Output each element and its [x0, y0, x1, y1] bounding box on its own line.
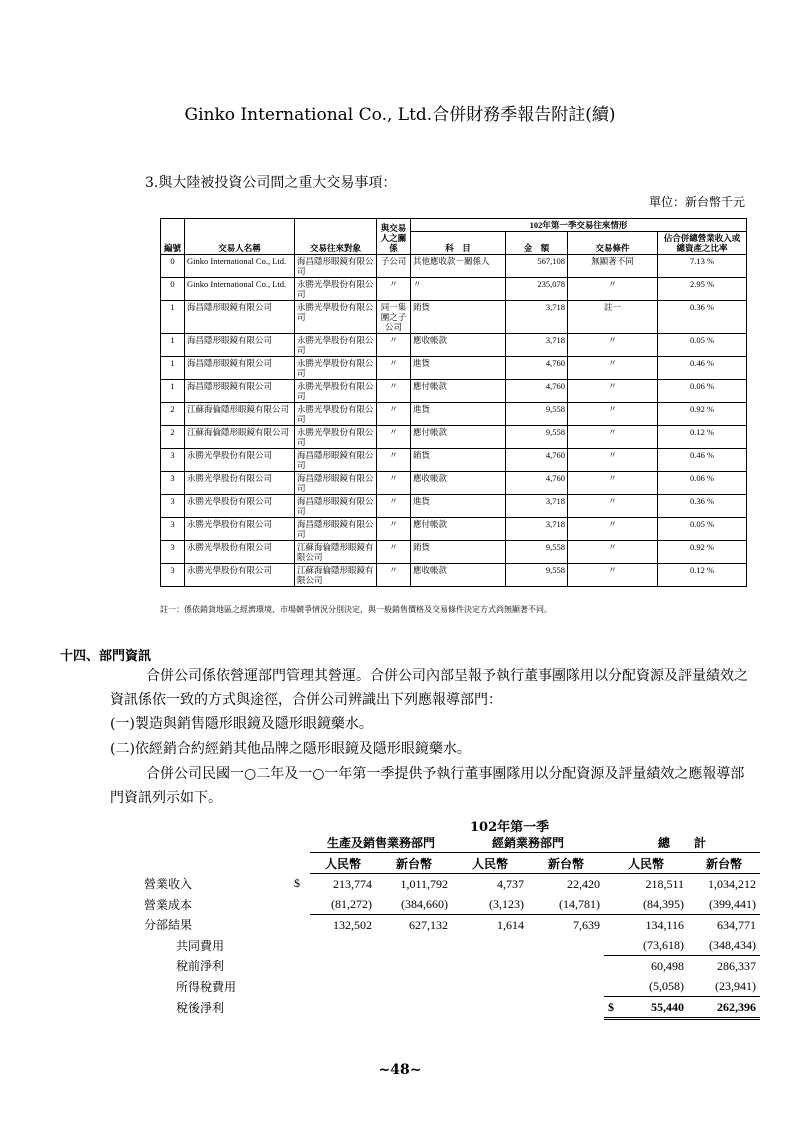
cell-name: 海昌隱形眼鏡有限公司	[185, 301, 295, 334]
cell-cp: 永勝光學股份有限公司	[295, 278, 377, 301]
table-row	[161, 380, 747, 403]
value-cell: (3,123)	[452, 894, 528, 915]
cell-amt: 4,760	[506, 449, 568, 472]
value-cell: (399,441)	[688, 894, 760, 915]
cell-name: 永勝光學股份有限公司	[185, 472, 295, 495]
value-cell	[604, 997, 688, 1019]
cell-terms: 〃	[568, 403, 658, 426]
cell-ratio: 0.92 %	[658, 541, 747, 564]
value-cell: (84,395)	[604, 894, 688, 915]
cell-rel: 〃	[377, 357, 411, 380]
cell-rel: 〃	[377, 541, 411, 564]
row-label: 營業成本	[144, 897, 193, 912]
row-label: 營業收入	[144, 877, 193, 892]
cell-name: 永勝光學股份有限公司	[185, 564, 295, 587]
page-number: ~48~	[378, 1062, 422, 1078]
cell-rel: 〃	[377, 518, 411, 541]
unit-label: 單位：新台幣千元	[648, 195, 745, 209]
section-3-title: 3.與大陸被投資公司間之重大交易事項：	[145, 175, 397, 191]
cell-amt: 3,718	[506, 518, 568, 541]
value-cell: 213,774	[333, 876, 372, 891]
header-item: 科 目	[411, 232, 506, 255]
value-cell: (81,272)	[310, 894, 376, 915]
row-label: 所得稅費用	[176, 979, 237, 994]
cell-item: 〃	[411, 278, 506, 301]
table-row	[161, 472, 747, 495]
cell-ratio: 2.95 %	[658, 278, 747, 301]
cell-cp: 永勝光學股份有限公司	[295, 301, 377, 334]
cell-no: 3	[161, 472, 185, 495]
document-title: Ginko International Co., Ltd.合併財務季報告附註(續)	[184, 105, 616, 125]
transactions-table	[160, 218, 747, 587]
cell-rel: 〃	[377, 472, 411, 495]
table-note: 註一：係依銷貨地區之經濟環境、市場競爭情況分別決定，與一般銷售價格及交易條件決定方式尚無顯著不同。	[160, 605, 552, 614]
currency-twd: 新台幣	[688, 853, 760, 874]
table-row	[161, 426, 747, 449]
cell-amt: 9,558	[506, 541, 568, 564]
cell-cp: 海昌隱形眼鏡有限公司	[295, 472, 377, 495]
cell-amt: 9,558	[506, 403, 568, 426]
cell-terms: 〃	[568, 334, 658, 357]
header-terms: 交易條件	[568, 232, 658, 255]
value-cell: 1,614	[497, 917, 524, 932]
group-total: 總 計	[604, 832, 760, 853]
cell-terms: 〃	[568, 380, 658, 403]
value-text: 55,440	[651, 999, 684, 1014]
segment-item-2: (二)依經銷合約經銷其他品牌之隱形眼鏡及隱形眼鏡藥水。	[110, 741, 471, 757]
segment-period: 102年第一季	[470, 820, 550, 835]
currency-rmb: 人民幣	[452, 853, 528, 874]
cell-no: 3	[161, 541, 185, 564]
table-row	[161, 403, 747, 426]
value-cell: (23,941)	[688, 976, 760, 997]
cell-no: 1	[161, 301, 185, 334]
cell-terms: 〃	[568, 357, 658, 380]
cell-amt: 567,108	[506, 255, 568, 278]
cell-amt: 3,718	[506, 495, 568, 518]
cell-ratio: 0.92 %	[658, 403, 747, 426]
header-counterparty: 交易往來對象	[295, 219, 377, 255]
table-row	[161, 334, 747, 357]
row-net	[140, 997, 760, 1019]
cell-ratio: 0.46 %	[658, 449, 747, 472]
cell-item: 應付帳款	[411, 426, 506, 449]
cell-name: 永勝光學股份有限公司	[185, 449, 295, 472]
value-cell: 60,498	[651, 958, 684, 973]
currency-twd: 新台幣	[528, 853, 604, 874]
cell-item: 銷貨	[411, 541, 506, 564]
cell-ratio: 0.36 %	[658, 495, 747, 518]
table-row	[161, 255, 747, 278]
cell-ratio: 0.12 %	[658, 564, 747, 587]
header-ratio: 佔合併總營業收入或總資產之比率	[658, 232, 747, 255]
cell-name: 江蘇海倫隱形眼鏡有限公司	[185, 403, 295, 426]
segment-paragraph-1: 合併公司係依營運部門管理其營運。合併公司內部呈報予執行董事團隊用以分配資源及評量績效之資訊係依一致的方式與途徑，合併公司辨識出下列應報導部門：	[110, 668, 748, 708]
cell-terms: 註一	[568, 301, 658, 334]
cell-ratio: 0.05 %	[658, 334, 747, 357]
cell-item: 應付帳款	[411, 380, 506, 403]
cell-cp: 江蘇海倫隱形眼鏡有限公司	[295, 564, 377, 587]
currency-symbol: $	[294, 876, 300, 891]
cell-rel: 〃	[377, 380, 411, 403]
cell-terms: 〃	[568, 426, 658, 449]
value-cell: 4,737	[497, 876, 524, 891]
value-cell: 286,337	[717, 958, 756, 973]
cell-rel: 同一集團之子公司	[377, 301, 411, 334]
table-row	[161, 564, 747, 587]
cell-amt: 3,718	[506, 301, 568, 334]
cell-ratio: 0.12 %	[658, 426, 747, 449]
cell-amt: 9,558	[506, 426, 568, 449]
header-name: 交易人名稱	[185, 219, 295, 255]
currency-symbol: $	[608, 999, 614, 1014]
cell-item: 應收帳款	[411, 334, 506, 357]
cell-name: 永勝光學股份有限公司	[185, 495, 295, 518]
value-cell: 262,396	[688, 997, 760, 1019]
cell-cp: 永勝光學股份有限公司	[295, 357, 377, 380]
cell-no: 1	[161, 380, 185, 403]
cell-no: 1	[161, 334, 185, 357]
value-cell: 1,034,212	[708, 876, 756, 891]
cell-cp: 海昌隱形眼鏡有限公司	[295, 518, 377, 541]
currency-rmb: 人民幣	[604, 853, 688, 874]
cell-ratio: 0.06 %	[658, 380, 747, 403]
cell-rel: 〃	[377, 495, 411, 518]
row-revenue	[140, 874, 760, 895]
cell-terms: 無顯著不同	[568, 255, 658, 278]
segment-paragraph-2: 合併公司民國一○二年及一○一年第一季提供予執行董事團隊用以分配資源及評量績效之應報導部門資訊列示如下。	[110, 766, 745, 806]
cell-item: 進貨	[411, 495, 506, 518]
row-tax	[140, 976, 760, 997]
cell-item: 進貨	[411, 357, 506, 380]
cell-item: 應收帳款	[411, 472, 506, 495]
group-manufacturing: 生產及銷售業務部門	[310, 832, 452, 853]
value-cell: 134,116	[645, 917, 684, 932]
value-cell: (14,781)	[528, 894, 604, 915]
cell-rel: 〃	[377, 449, 411, 472]
cell-terms: 〃	[568, 472, 658, 495]
section-14-title: 十四、部門資訊	[60, 649, 152, 664]
cell-name: 海昌隱形眼鏡有限公司	[185, 334, 295, 357]
row-segment-result	[140, 915, 760, 936]
cell-cp: 永勝光學股份有限公司	[295, 334, 377, 357]
group-distribution: 經銷業務部門	[452, 832, 604, 853]
row-cost	[140, 894, 760, 915]
cell-ratio: 7.13 %	[658, 255, 747, 278]
cell-cp: 海昌隱形眼鏡有限公司	[295, 449, 377, 472]
cell-amt: 4,760	[506, 472, 568, 495]
table-row	[161, 495, 747, 518]
cell-no: 2	[161, 403, 185, 426]
cell-name: 永勝光學股份有限公司	[185, 541, 295, 564]
value-cell: 7,639	[573, 917, 600, 932]
segment-table	[140, 832, 760, 1020]
value-cell: 634,771	[717, 917, 756, 932]
cell-cp: 海昌隱形眼鏡有限公司	[295, 495, 377, 518]
row-label: 分部結果	[144, 918, 193, 933]
value-cell: 132,502	[333, 917, 372, 932]
cell-name: Ginko International Co., Ltd.	[185, 255, 295, 278]
cell-ratio: 0.05 %	[658, 518, 747, 541]
value-cell: (5,058)	[604, 976, 688, 997]
cell-amt: 235,078	[506, 278, 568, 301]
table-row	[161, 278, 747, 301]
table-row	[161, 518, 747, 541]
segment-item-1: (一)製造與銷售隱形眼鏡及隱形眼鏡藥水。	[110, 716, 373, 732]
cell-item: 銷貨	[411, 301, 506, 334]
cell-item: 應付帳款	[411, 518, 506, 541]
cell-item: 應收帳款	[411, 564, 506, 587]
cell-item: 其他應收款－關係人	[411, 255, 506, 278]
table-row	[161, 449, 747, 472]
cell-no: 2	[161, 426, 185, 449]
cell-cp: 江蘇海倫隱形眼鏡有限公司	[295, 541, 377, 564]
header-group: 102年第一季交易往來情形	[411, 219, 747, 232]
cell-name: 江蘇海倫隱形眼鏡有限公司	[185, 426, 295, 449]
cell-no: 3	[161, 564, 185, 587]
cell-item: 進貨	[411, 403, 506, 426]
cell-no: 3	[161, 495, 185, 518]
value-cell: (73,618)	[604, 935, 688, 956]
cell-rel: 子公司	[377, 255, 411, 278]
header-amount: 金 額	[506, 232, 568, 255]
cell-no: 3	[161, 449, 185, 472]
cell-terms: 〃	[568, 449, 658, 472]
value-cell: (348,434)	[688, 935, 760, 956]
cell-amt: 9,558	[506, 564, 568, 587]
cell-no: 0	[161, 255, 185, 278]
header-no: 編號	[161, 219, 185, 255]
row-common-expense	[140, 935, 760, 956]
cell-no: 1	[161, 357, 185, 380]
cell-name: Ginko International Co., Ltd.	[185, 278, 295, 301]
value-cell: 1,011,792	[400, 876, 448, 891]
table-row	[161, 541, 747, 564]
cell-cp: 永勝光學股份有限公司	[295, 403, 377, 426]
cell-ratio: 0.46 %	[658, 357, 747, 380]
cell-item: 銷貨	[411, 449, 506, 472]
table-row	[161, 301, 747, 334]
cell-ratio: 0.06 %	[658, 472, 747, 495]
cell-rel: 〃	[377, 426, 411, 449]
cell-terms: 〃	[568, 541, 658, 564]
cell-terms: 〃	[568, 518, 658, 541]
value-cell: 627,132	[409, 917, 448, 932]
cell-terms: 〃	[568, 495, 658, 518]
row-label: 共同費用	[176, 938, 225, 953]
cell-no: 3	[161, 518, 185, 541]
cell-rel: 〃	[377, 278, 411, 301]
row-pretax	[140, 956, 760, 977]
cell-cp: 永勝光學股份有限公司	[295, 380, 377, 403]
table-row	[161, 357, 747, 380]
cell-amt: 3,718	[506, 334, 568, 357]
cell-terms: 〃	[568, 278, 658, 301]
currency-twd: 新台幣	[376, 853, 452, 874]
currency-rmb: 人民幣	[310, 853, 376, 874]
cell-name: 海昌隱形眼鏡有限公司	[185, 380, 295, 403]
header-relation: 與交易人之關係	[377, 219, 411, 255]
cell-rel: 〃	[377, 334, 411, 357]
value-cell: 218,511	[645, 876, 684, 891]
cell-name: 永勝光學股份有限公司	[185, 518, 295, 541]
cell-amt: 4,760	[506, 380, 568, 403]
row-label: 稅前淨利	[176, 959, 225, 974]
cell-cp: 海昌隱形眼鏡有限公司	[295, 255, 377, 278]
cell-amt: 4,760	[506, 357, 568, 380]
transactions-body	[161, 255, 747, 587]
cell-terms: 〃	[568, 564, 658, 587]
cell-name: 海昌隱形眼鏡有限公司	[185, 357, 295, 380]
cell-ratio: 0.36 %	[658, 301, 747, 334]
cell-rel: 〃	[377, 403, 411, 426]
row-label: 稅後淨利	[176, 1001, 225, 1015]
cell-no: 0	[161, 278, 185, 301]
value-cell: 22,420	[567, 876, 600, 891]
cell-cp: 永勝光學股份有限公司	[295, 426, 377, 449]
cell-rel: 〃	[377, 564, 411, 587]
value-cell: (384,660)	[376, 894, 452, 915]
